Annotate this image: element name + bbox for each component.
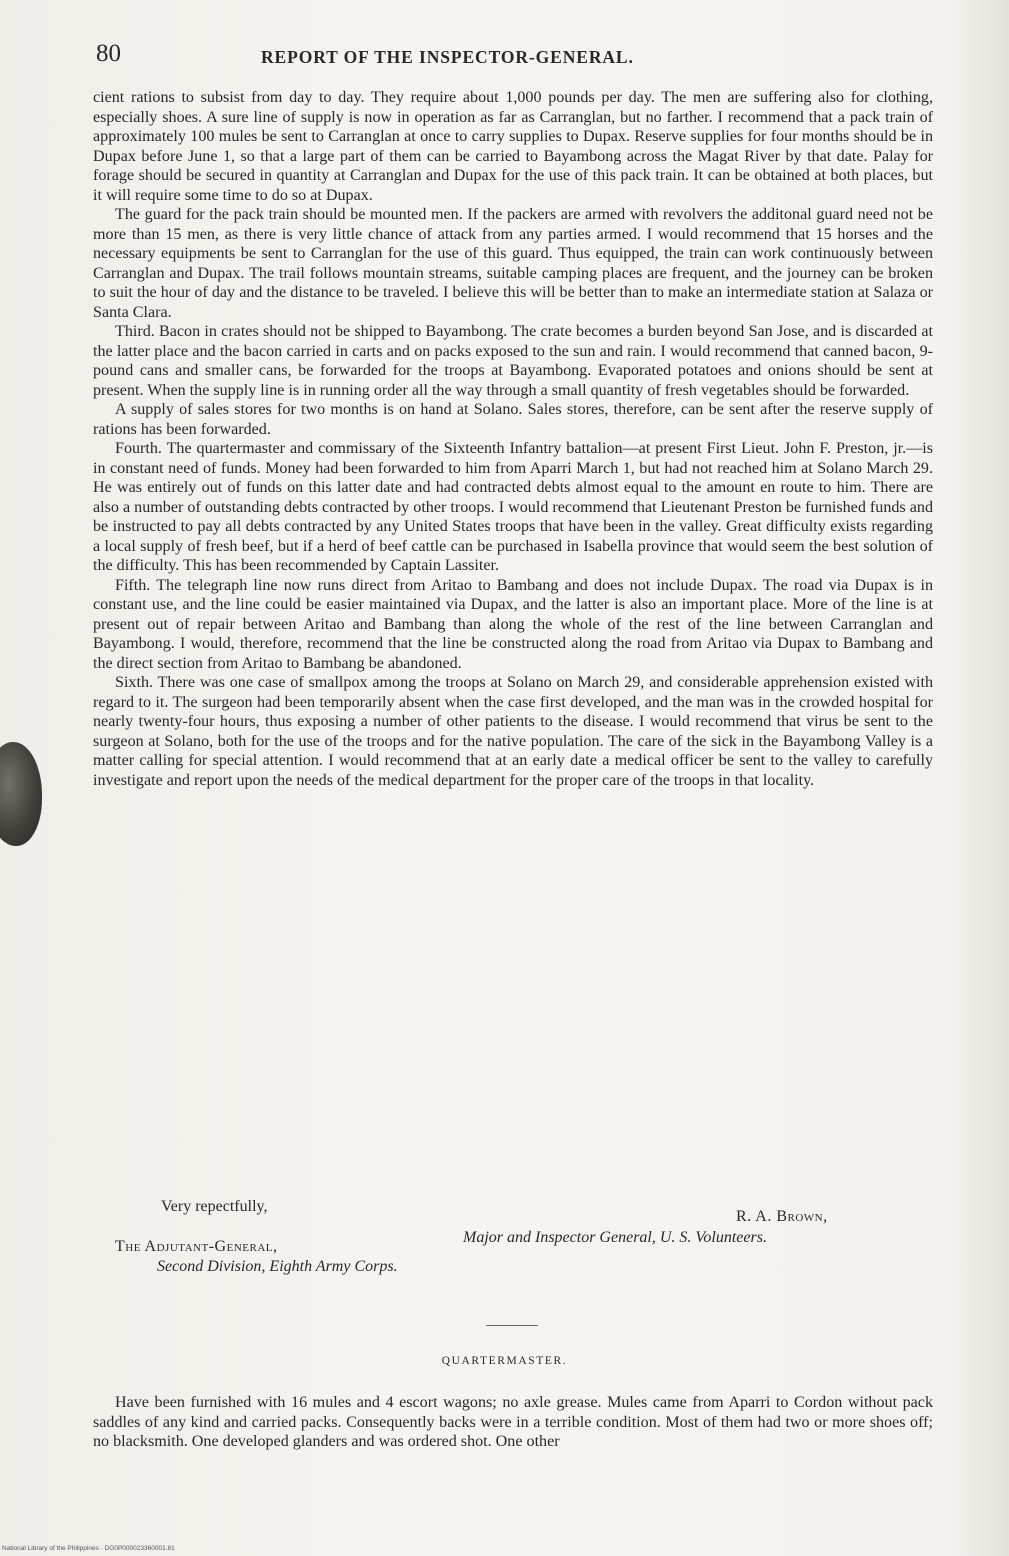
paragraph-fourth-funds: Fourth. The quartermaster and commissary of the Sixteenth Infantry battalion—at present First Lieut. John F. Preston, jr.—is in constant need of funds. Money had been forwarded to him from Aparri March 1, but had not reached him at Solano March 29. He was entirely out of funds on this latter date and had contracted debts almost equal to the amount en route to him. There are also a number of outstanding debts contracted by other troops. I would recommend that Lieutenant Preston be furnished funds and be instructed to pay all debts contracted by any United States troops that have been in the valley. Great difficulty exists regarding a local supply of fresh beef, but if a herd of beef cattle can be purchased in Isabella province that would seem the best solution of the difficulty. This has been recommended by Captain Lassiter.	[93, 440, 933, 574]
running-head: REPORT OF THE INSPECTOR-GENERAL.	[261, 47, 634, 67]
paragraph-quartermaster: Have been furnished with 16 mules and 4 escort wagons; no axle grease. Mules came from Aparri to Cordon without pack saddles of any kind and carried packs. Consequently backs were in a terrible condition. Most of them had two or more shoes off; no blacksmith. One developed glanders and was ordered shot. One other	[93, 1394, 933, 1450]
paragraph-sales-stores: A supply of sales stores for two months is on hand at Solano. Sales stores, therefore, can be sent after the reserve supply of rations has been forwarded.	[93, 401, 933, 438]
signer-name: R. A. Brown,	[736, 1208, 828, 1225]
valediction: Very repectfully,	[161, 1198, 268, 1215]
quartermaster-section	[93, 1393, 933, 1452]
paragraph-rations: cient rations to subsist from day to day. They require about 1,000 pounds per day. The men are suffering also for clothing, especially shoes. A sure line of supply is now in operation as far as Carranglan, but no farther. I recommend that a pack train of approximately 100 mules be sent to Carranglan at once to carry supplies to Dupax. Reserve supplies for four months should be in Dupax before June 1, so that a large part of them can be carried to Bayambong across the Magat River by that date. Palay for forage should be secured in quantity at Carranglan and Dupax for the use of this pack train. It can be obtained at both places, but it will require some time to do so at Dupax.	[93, 89, 933, 204]
paragraph-third-bacon: Third. Bacon in crates should not be shipped to Bayambong. The crate becomes a burden beyond San Jose, and is discarded at the latter place and the bacon carried in carts and on packs exposed to the sun and rain. I would recommend that canned bacon, 9-pound cans and smaller cans, be forwarded for the troops at Bayambong. Evaporated potatoes and onions should be sent at present. When the supply line is in running order all the way through a small quantity of fresh vegetables should be forwarded.	[93, 323, 933, 399]
page-number: 80	[96, 40, 121, 67]
paragraph-fifth-telegraph: Fifth. The telegraph line now runs direct from Aritao to Bambang and does not include Dupax. The road via Dupax is in constant use, and the line could be easier maintained via Dupax, and the latter is also an important place. More of the line is at present out of repair between Aritao and Bambang than along the whole of the rest of the line between Carranglan and Bayambong. I would, therefore, recommend that the line be constructed along the road from Aritao via Dupax to Bambang and the direct section from Aritao to Bambang be abandoned.	[93, 576, 933, 672]
addressee: The Adjutant-General,	[115, 1238, 278, 1255]
page-header	[96, 40, 946, 74]
paragraph-pack-train-guard: The guard for the pack train should be mounted men. If the packers are armed with revolvers the additonal guard need not be more than 15 men, as there is very little chance of attack from any parties armed. I would recommend that 15 horses and the necessary equipments be sent to Carranglan for the use of this guard. Thus equipped, the train can work continuously between Carranglan and Dupax. The trail follows mountain streams, suitable camping places are frequent, and the journey can be broken to suit the hour of day and the distance to be traveled. I believe this will be better than to make an intermediate station at Salaza or Santa Clara.	[93, 206, 933, 321]
letter-closing	[93, 1198, 933, 1294]
scan-footer-stamp: National Library of the Philippines · DG0P000023360001.81	[2, 1545, 175, 1552]
scan-thumb-shadow	[0, 742, 42, 846]
report-body	[93, 88, 933, 790]
signer-title: Major and Inspector General, U. S. Volunteers.	[463, 1229, 767, 1246]
paragraph-sixth-smallpox: Sixth. There was one case of smallpox among the troops at Solano on March 29, and considerable apprehension existed with regard to it. The surgeon had been temporarily absent when the case first developed, and the man was in the crowded hospital for nearly twenty-four hours, thus exposing a number of other patients to the disease. I would recommend that virus be sent to the surgeon at Solano, both for the use of the troops and for the native population. The care of the sick in the Bayambong Valley is a matter calling for special attention. I would recommend that at an early date a medical officer be sent to the valley to carefully investigate and report upon the needs of the medical department for the proper care of the troops in that locality.	[93, 674, 933, 789]
section-divider	[486, 1325, 538, 1326]
addressee-unit: Second Division, Eighth Army Corps.	[157, 1258, 398, 1275]
section-heading: QUARTERMASTER.	[441, 1355, 568, 1367]
